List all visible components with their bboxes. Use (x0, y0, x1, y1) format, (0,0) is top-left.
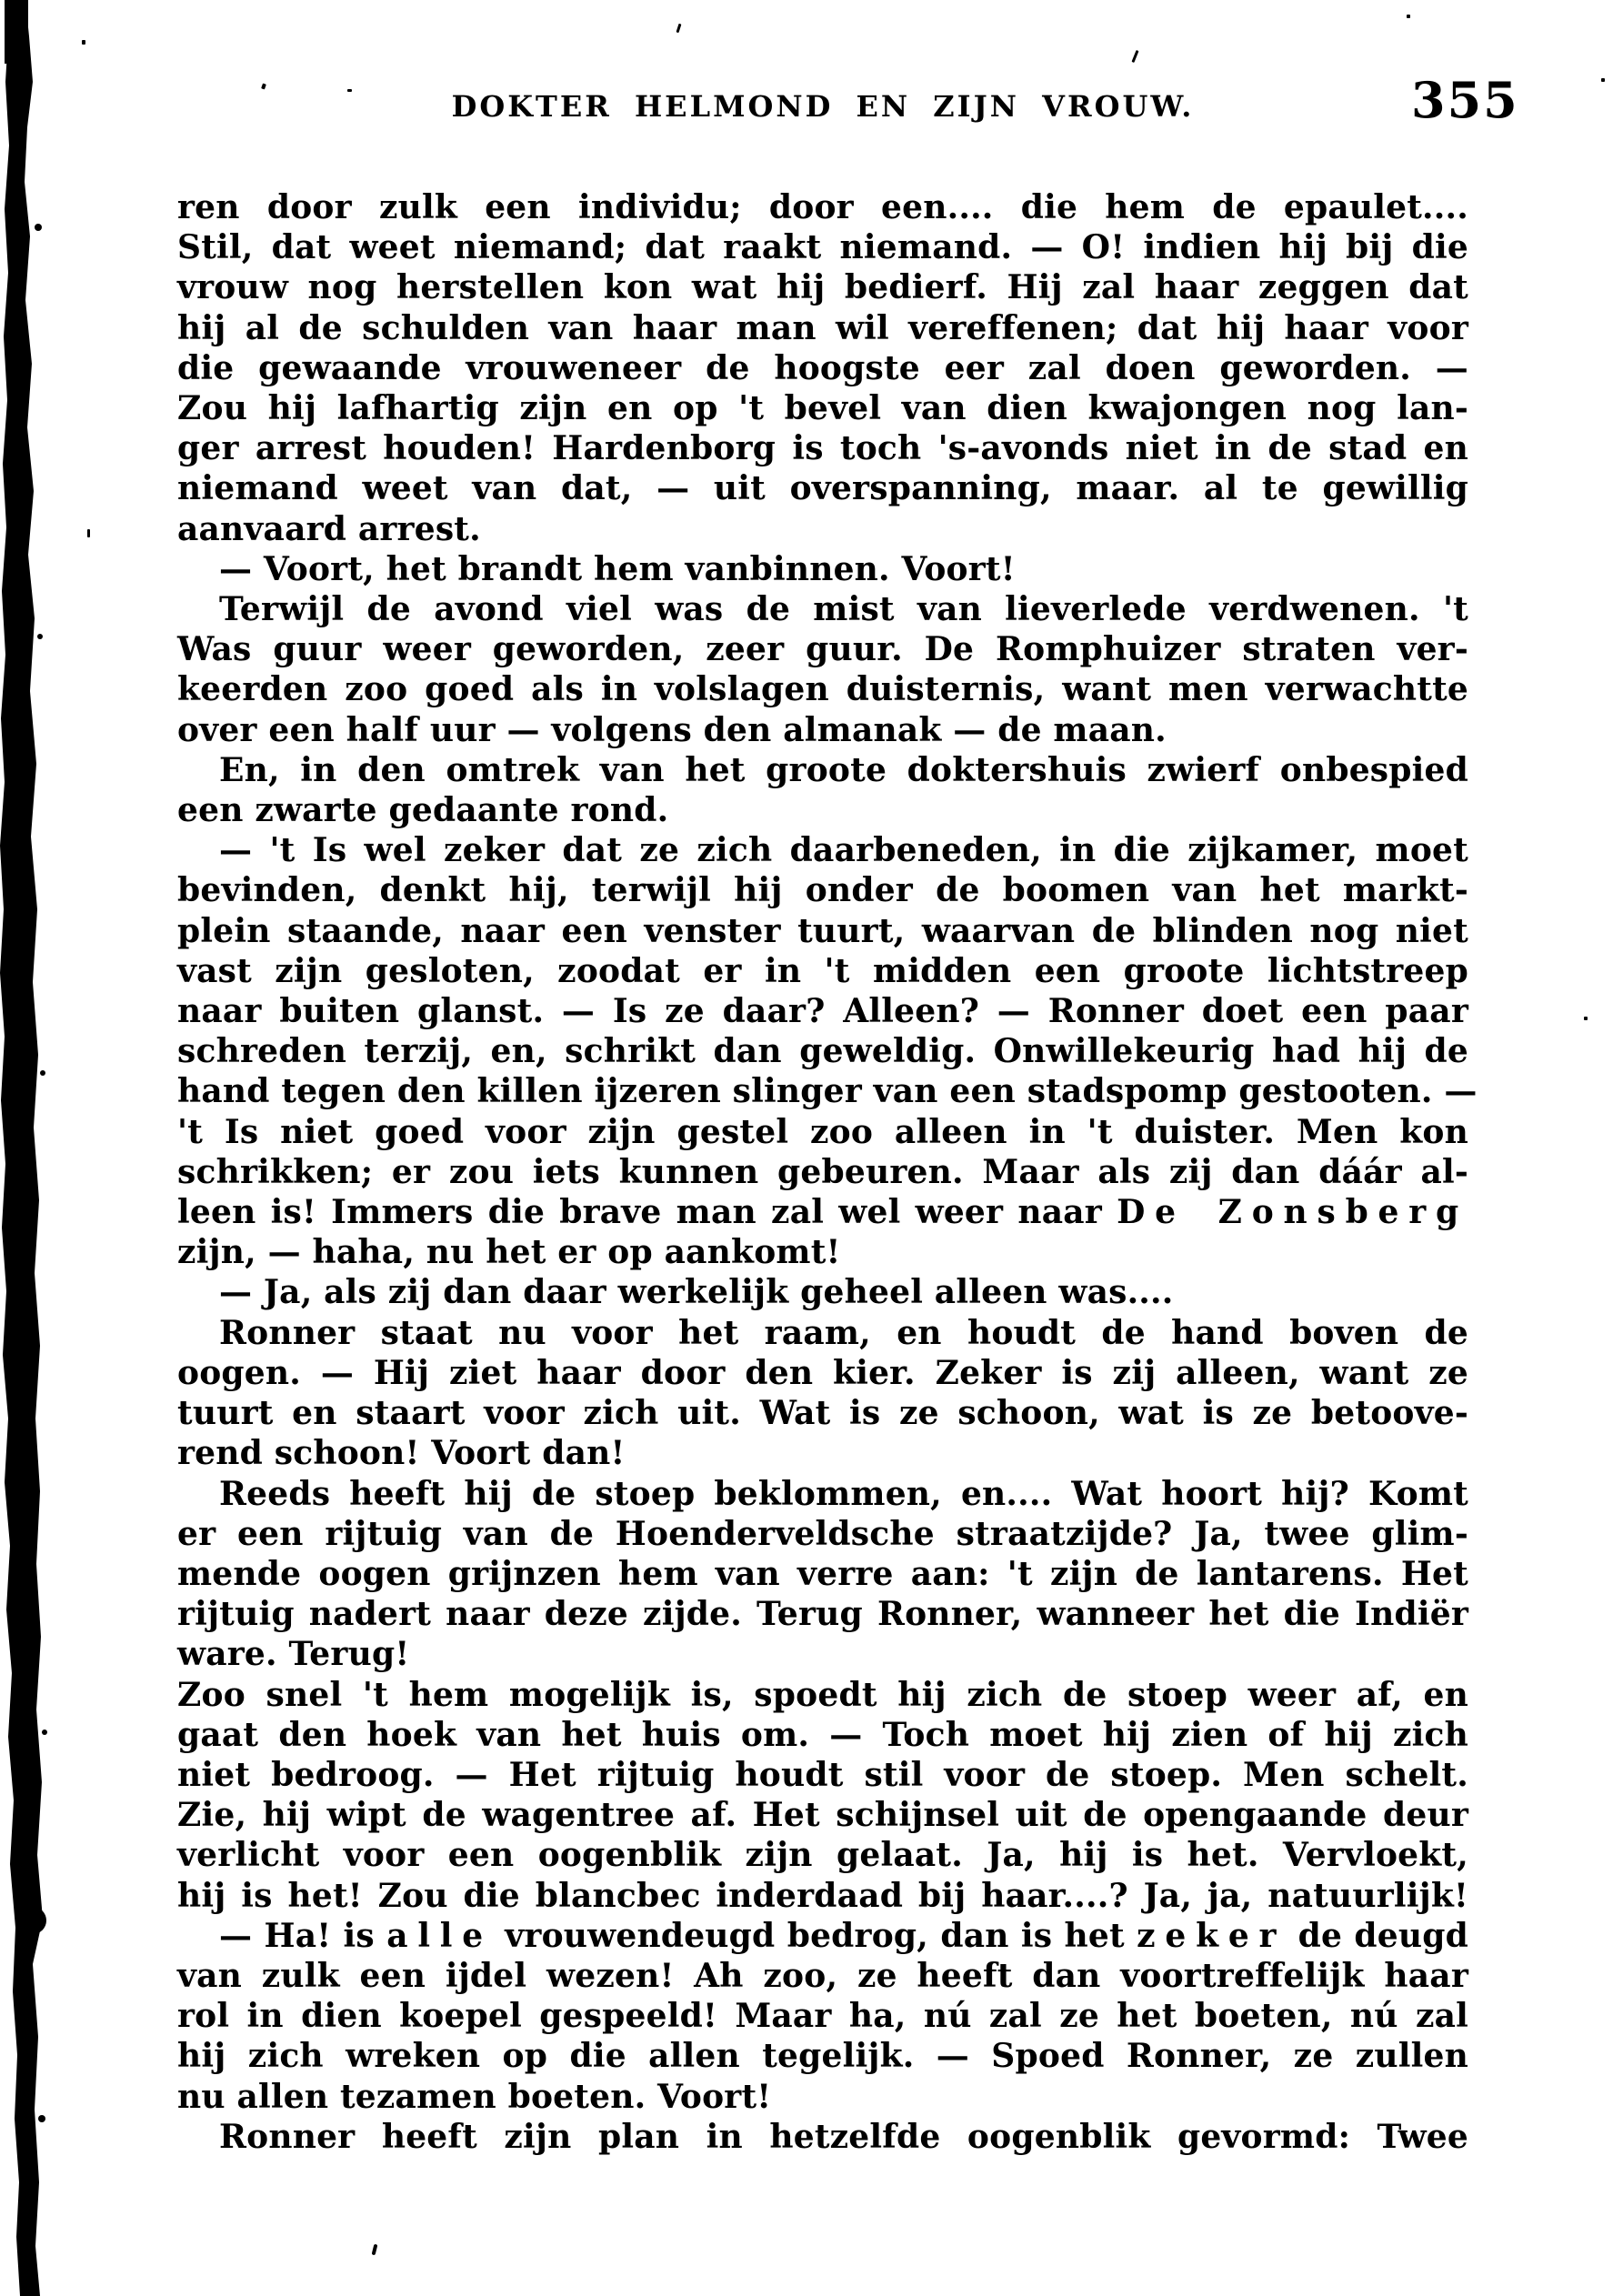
text-line (177, 267, 1468, 307)
text-segment: Zie, hij wipt de wagentree af. Het schijnsel uit de opengaande deur (177, 1796, 1468, 1835)
text-line (177, 1715, 1468, 1755)
text-line (177, 951, 1468, 991)
text-line (177, 1112, 1468, 1152)
text-line (177, 1675, 1468, 1715)
text-segment: nu allen tezamen boeten. Voort! (177, 2077, 772, 2116)
text-line (177, 750, 1468, 790)
text-segment: hij is het! Zou die blancbec inderdaad bij haar....? Ja, ja, natuurlijk! (177, 1876, 1468, 1915)
text-line (177, 2117, 1468, 2157)
text-line (177, 1916, 1468, 1956)
text-segment: hand tegen den killen ijzeren slinger van een stadspomp gestooten. — (177, 1072, 1478, 1111)
text-line (177, 589, 1468, 629)
running-title: DOKTER HELMOND EN ZIJN VROUW. (451, 89, 1195, 124)
ink-speck (1131, 50, 1138, 63)
text-segment: verlicht voor een oogenblik zijn gelaat. Ja, hij is het. Vervloekt, (177, 1836, 1468, 1875)
text-line (177, 1594, 1468, 1634)
text-segment: Reeds heeft hij de stoep beklommen, en.... Wat hoort hij? Komt (219, 1474, 1468, 1513)
text-line (177, 1956, 1468, 1996)
text-segment: die gewaande vrouweneer de hoogste eer zal doen geworden. — (177, 348, 1468, 387)
text-line (177, 1755, 1468, 1795)
text-line (177, 1313, 1468, 1353)
text-line (177, 468, 1468, 508)
text-segment: ger arrest houden! Hardenborg is toch 's-avonds niet in de stad en (177, 429, 1468, 468)
text-line (177, 2036, 1468, 2076)
text-line (177, 870, 1468, 910)
body-text (177, 187, 1478, 2157)
text-segment: ren door zulk een individu; door een.... die hem de epaulet.... (177, 188, 1468, 226)
text-line (177, 549, 1468, 589)
text-segment: rend schoon! Voort dan! (177, 1434, 626, 1473)
text-line (177, 1514, 1468, 1554)
text-line (177, 1031, 1468, 1071)
text-segment: schreden terzij, en, schrikt dan geweldig. Onwillekeurig had hij de (177, 1032, 1468, 1071)
text-segment: Ronner staat nu voor het raam, en houdt de hand boven de (219, 1313, 1468, 1352)
text-line (177, 1634, 1468, 1674)
page-number: 355 (1411, 71, 1519, 129)
text-line (177, 1474, 1468, 1514)
text-segment: Ronner heeft zijn plan in hetzelfde oogenblik gevormd: Twee (219, 2117, 1468, 2156)
text-line (177, 1433, 1468, 1473)
ink-speck (87, 529, 90, 537)
text-segment: de deugd (1286, 1916, 1468, 1955)
ink-speck (1601, 78, 1605, 82)
text-line (177, 790, 1468, 830)
text-segment: Zou hij lafhartig zijn en op 't bevel van dien kwajongen nog lan- (177, 389, 1468, 428)
text-line (177, 388, 1468, 428)
text-segment: plein staande, naar een venster tuurt, waarvan de blinden nog niet (177, 911, 1468, 950)
emphasized-spaced-text: zeker (1137, 1916, 1287, 1955)
text-segment: rijtuig nadert naar deze zijde. Terug Ronner, wanneer het die Indiër (177, 1595, 1468, 1634)
text-segment: oogen. — Hij ziet haar door den kier. Zeker is zij alleen, want ze (177, 1353, 1468, 1392)
text-segment: rol in dien koepel gespeeld! Maar ha, nú zal ze het boeten, nú zal (177, 1997, 1468, 2036)
text-line (177, 1795, 1468, 1835)
text-segment: mende oogen grijnzen hem van verre aan: 't zijn de lantarens. Het (177, 1554, 1468, 1593)
text-segment: Was guur weer geworden, zeer guur. De Romphuizer straten ver- (177, 630, 1468, 669)
text-line (177, 428, 1468, 468)
text-line (177, 227, 1468, 267)
text-line (177, 911, 1468, 951)
text-line (177, 1876, 1468, 1916)
text-segment: — Ja, als zij dan daar werkelijk geheel alleen was.... (219, 1273, 1174, 1312)
text-segment: — Voort, het brandt hem vanbinnen. Voort! (219, 549, 1016, 588)
text-segment: naar buiten glanst. — Is ze daar? Alleen? — Ronner doet een paar (177, 992, 1468, 1031)
text-segment: over een half uur — volgens den almanak — de maan. (177, 710, 1167, 749)
text-segment: Stil, dat weet niemand; dat raakt niemand. — O! indien hij bij die (177, 228, 1468, 267)
text-line (177, 1071, 1478, 1111)
text-segment: een zwarte gedaante rond. (177, 791, 669, 830)
text-segment: aanvaard arrest. (177, 509, 481, 548)
text-line (177, 1393, 1468, 1433)
text-segment: hij zich wreken op die allen tegelijk. — Spoed Ronner, ze zullen (177, 2037, 1468, 2076)
text-segment: vast zijn gesloten, zoodat er in 't midden een groote lichtstreep (177, 951, 1468, 990)
ink-speck (1407, 15, 1410, 18)
text-line (177, 1152, 1468, 1192)
text-segment: van zulk een ijdel wezen! Ah zoo, ze heeft dan voortreffelijk haar (177, 1956, 1468, 1995)
text-line (177, 1232, 1468, 1272)
text-segment: vrouwendeugd bedrog, dan is het (492, 1916, 1137, 1955)
text-segment: Zoo snel 't hem mogelijk is, spoedt hij zich de stoep weer af, en (177, 1675, 1468, 1714)
text-line (177, 669, 1468, 709)
text-segment: hij al de schulden van haar man wil vereffenen; dat hij haar voor (177, 308, 1468, 347)
text-line (177, 1192, 1468, 1232)
text-line (177, 629, 1468, 669)
text-line (177, 1272, 1468, 1312)
emphasized-spaced-text: De Zonsberg (1117, 1193, 1468, 1232)
text-line (177, 1835, 1468, 1875)
text-segment: En, in den omtrek van het groote doktershuis zwierf onbespied (219, 750, 1468, 789)
text-segment: niemand weet van dat, — uit overspanning, maar. al te gewillig (177, 469, 1468, 508)
text-segment: bevinden, denkt hij, terwijl hij onder de boomen van het markt- (177, 871, 1468, 910)
text-segment: — 't Is wel zeker dat ze zich daarbeneden, in die zijkamer, moet (219, 831, 1468, 870)
ink-speck (372, 2244, 378, 2256)
ink-speck (1584, 1017, 1588, 1020)
text-segment: — Ha! is (219, 1916, 387, 1955)
text-segment: vrouw nog herstellen kon wat hij bedierf. Hij zal haar zeggen dat (177, 268, 1468, 307)
text-segment: niet bedroog. — Het rijtuig houdt stil voor de stoep. Men schelt. (177, 1755, 1468, 1794)
text-segment: 't Is niet goed voor zijn gestel zoo alleen in 't duister. Men kon (177, 1112, 1468, 1151)
text-segment: schrikken; er zou iets kunnen gebeuren. Maar als zij dan dáár al- (177, 1152, 1468, 1191)
text-segment: keerden zoo goed als in volslagen duisternis, want men verwachtte (177, 670, 1468, 709)
ink-speck (676, 24, 682, 33)
text-segment: tuurt en staart voor zich uit. Wat is ze schoon, wat is ze betoove- (177, 1394, 1468, 1433)
text-line (177, 1554, 1468, 1594)
text-segment: Terwijl de avond viel was de mist van lieverlede verdwenen. 't (219, 590, 1468, 629)
text-line (177, 710, 1468, 750)
text-line (177, 991, 1468, 1031)
ink-speck (82, 40, 85, 45)
text-line (177, 308, 1468, 348)
text-segment: leen is! Immers die brave man zal wel weer naar (177, 1193, 1117, 1232)
text-line (177, 1353, 1468, 1393)
text-line (177, 187, 1468, 227)
text-segment: gaat den hoek van het huis om. — Toch moet hij zien of hij zich (177, 1715, 1468, 1754)
emphasized-spaced-text: alle (386, 1916, 493, 1955)
text-segment: zijn, — haha, nu het er op aankomt! (177, 1233, 841, 1272)
text-line (177, 2077, 1468, 2117)
text-line (177, 509, 1468, 549)
text-line (177, 348, 1468, 388)
text-line (177, 830, 1468, 870)
binding-edge (0, 0, 64, 2296)
ink-speck (347, 89, 352, 92)
text-line (177, 1996, 1468, 2036)
text-segment: ware. Terug! (177, 1635, 410, 1674)
text-segment: er een rijtuig van de Hoenderveldsche straatzijde? Ja, twee glim- (177, 1514, 1468, 1553)
